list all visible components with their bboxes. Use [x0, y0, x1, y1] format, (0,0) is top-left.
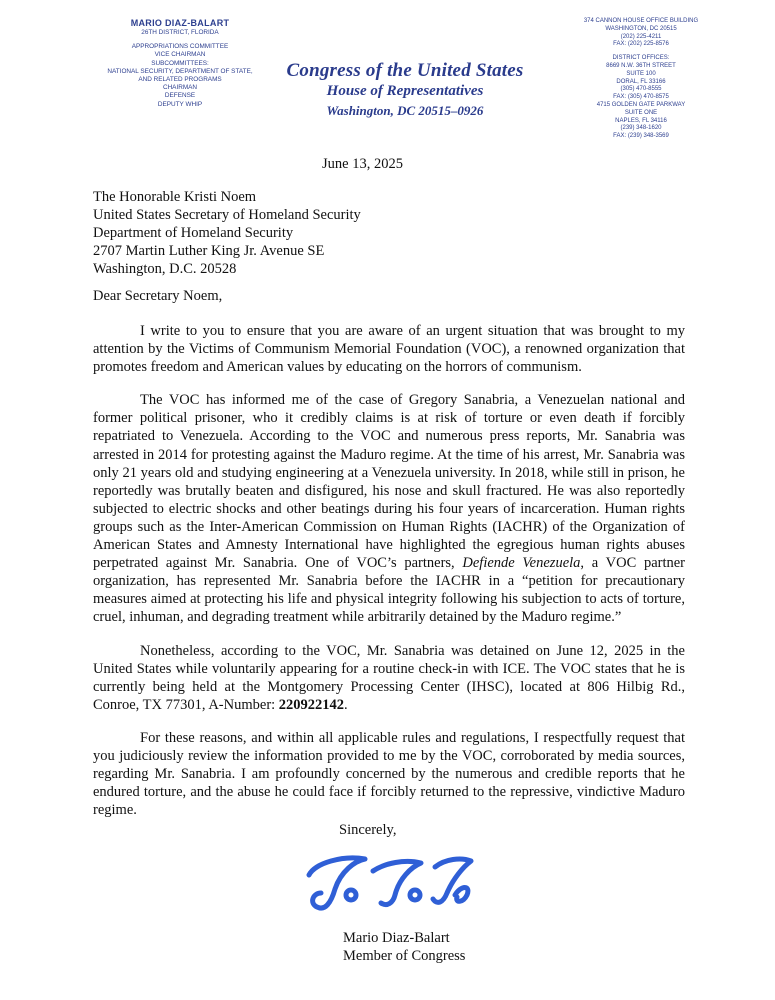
letter-body: [93, 322, 685, 835]
member-district: 26TH DISTRICT, FLORIDA: [141, 29, 219, 36]
doral-office-line: 8669 N.W. 36TH STREET: [606, 62, 676, 69]
house-title: House of Representatives: [326, 83, 484, 99]
a-number-bold: 220922142: [278, 696, 345, 713]
paragraph-3-text: Nonetheless, according to the VOC, Mr. Sanabria was detained on June 12, 2025 in the United States while voluntarily appearing for a routine check-in with ICE. The VOC states that he is currently being held at the Montgomery Processing Center (IHSC), located at 806 Hilbig Rd., Conroe, TX 77301, A-Number:: [93, 642, 685, 713]
committee-line: APPROPRIATIONS COMMITTEE: [131, 43, 229, 51]
doral-office-line: (305) 470-8555: [620, 86, 662, 93]
member-name-heading: MARIO DIAZ-BALART: [130, 18, 230, 28]
paragraph-2: [93, 391, 685, 626]
paragraph-3-end: .: [344, 696, 348, 713]
recipient-line: United States Secretary of Homeland Security: [93, 207, 361, 223]
naples-office-line: (239) 348-1620: [620, 125, 662, 132]
doral-office-line: DORAL, FL 33166: [616, 78, 666, 85]
congress-title: Congress of the United States: [286, 60, 524, 81]
committee-line: SUBCOMMITTEES:: [151, 59, 209, 67]
defiende-venezuela-italic: Defiende Venezuela: [462, 555, 581, 572]
signer-name: Mario Diaz-Balart: [343, 930, 450, 946]
committee-line: DEPUTY WHIP: [157, 100, 203, 108]
district-offices-heading: DISTRICT OFFICES:: [612, 55, 670, 62]
naples-office-line: 4715 GOLDEN GATE PARKWAY: [596, 101, 686, 108]
letterhead-left: [80, 18, 280, 109]
paragraph-2-text-cont: , a VOC partner organization, has represented Mr. Sanabria before the IACHR in a “petition for precautionary measures aimed at protecting his life and physical integrity following his subjection to acts of torture, cruel, inhuman, and degrading treatment while arbitrarily detained by the Maduro regime.”: [93, 555, 685, 626]
recipient-line: Washington, D.C. 20528: [93, 261, 237, 277]
signer-title: Member of Congress: [343, 948, 466, 964]
letterhead-center: [262, 60, 548, 119]
doral-office-line: FAX: (305) 470-8575: [613, 94, 669, 101]
recipient-line: 2707 Martin Luther King Jr. Avenue SE: [93, 243, 325, 259]
recipient-line: The Honorable Kristi Noem: [93, 189, 257, 205]
dc-office-line: WASHINGTON, DC 20515: [605, 25, 677, 32]
doral-office-line: SUITE 100: [626, 70, 656, 77]
letterhead-right: [582, 18, 700, 141]
paragraph-3: [93, 642, 685, 714]
naples-office-line: NAPLES, FL 34116: [615, 117, 667, 124]
committee-line: CHAIRMAN: [162, 84, 198, 92]
city-line: Washington, DC 20515–0926: [326, 103, 484, 118]
salutation: Dear Secretary Noem,: [93, 288, 223, 304]
dc-office-line: (202) 225-4211: [620, 33, 662, 40]
committee-line: DEFENSE: [164, 92, 196, 100]
paragraph-4: For these reasons, and within all applicable rules and regulations, I respectfully request that you judiciously review the information provided to me by the VOC, corroborated by media sources, regarding Mr. Sanabria. I am profoundly concerned by the numerous and credible reports that he endured torture, and the abuse he could face if forcibly returned to the repressive, vindictive Maduro regime.: [93, 729, 685, 819]
letter-date: June 13, 2025: [322, 156, 403, 172]
naples-office-line: SUITE ONE: [624, 109, 658, 116]
naples-office-line: FAX: (239) 348-3569: [613, 133, 669, 140]
recipient-line: Department of Homeland Security: [93, 225, 294, 241]
paragraph-1: I write to you to ensure that you are aware of an urgent situation that was brought to my attention by the Victims of Communism Memorial Foundation (VOC), a renowned organization that promotes freedom and American values by educating on the horrors of communism.: [93, 323, 685, 376]
recipient-address: [93, 188, 361, 278]
committee-line: AND RELATED PROGRAMS: [138, 76, 222, 84]
closing: Sincerely,: [339, 822, 397, 838]
dc-office-line: 374 CANNON HOUSE OFFICE BUILDING: [583, 18, 699, 24]
signature-image: [295, 845, 485, 925]
committee-line: VICE CHAIRMAN: [154, 51, 206, 59]
dc-office-line: FAX: (202) 225-8576: [613, 41, 669, 48]
signer-block: [343, 929, 465, 965]
committee-line: NATIONAL SECURITY, DEPARTMENT OF STATE,: [107, 67, 253, 75]
paragraph-2-text: The VOC has informed me of the case of Gregory Sanabria, a Venezuelan national and former political prisoner, who it credibly claims is at risk of torture or even death if forcibly repatriated to Venezuela. According to the VOC and numerous press reports, Mr. Sanabria was arrested in 2014 for protesting against the Maduro regime. At the time of his arrest, Mr. Sanabria was only 21 years old and studying engineering at a Venezuela university. In 2018, while still in prison, he reportedly was brutally beaten and disfigured, his nose and skull fractured. He was also reportedly subjected to electric shocks and other beatings during his four years of incarceration. Human rights groups such as the Inter-American Commission on Human Rights (IACHR) of the Organization of American States and Amnesty International have highlighted the egregious human rights abuses perpetrated against Mr. Sanabria. One of VOC’s partners,: [93, 392, 685, 572]
